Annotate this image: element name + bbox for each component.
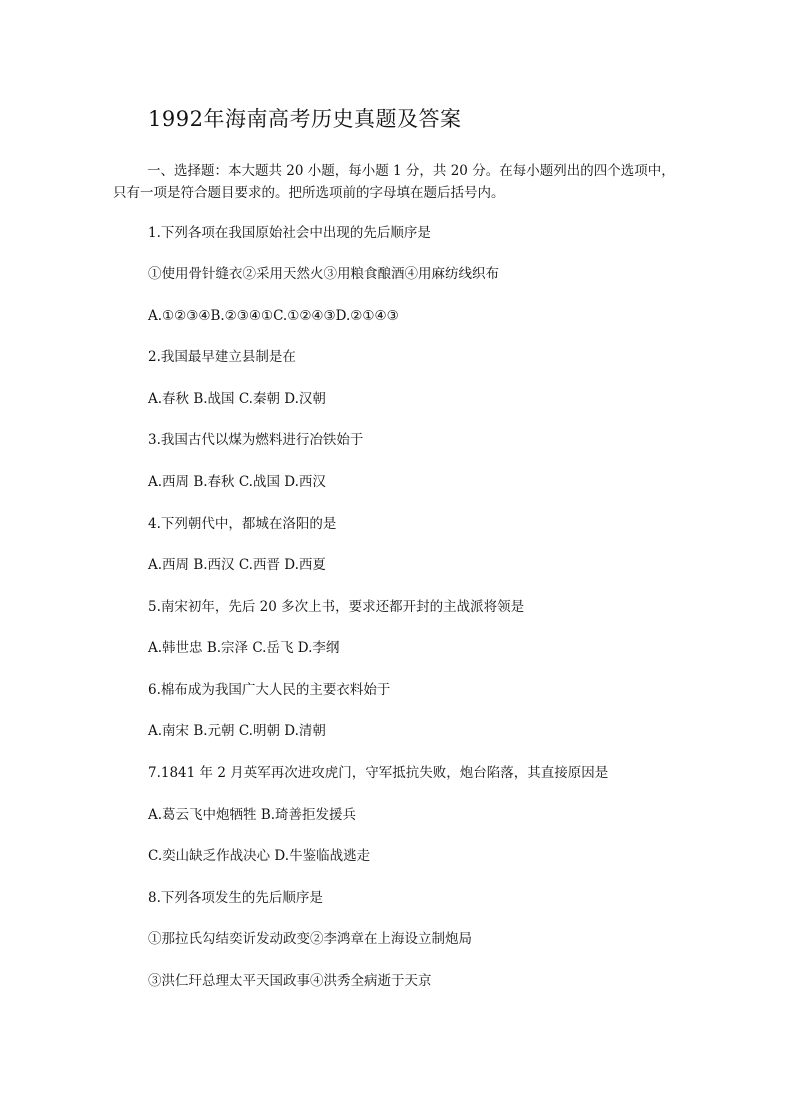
document-title: 1992年海南高考历史真题及答案 [148, 107, 462, 131]
q7-options-ab: A.葛云飞中炮牺牲 B.琦善拒发援兵 [148, 807, 357, 823]
q1-stem: 1.下列各项在我国原始社会中出现的先后顺序是 [148, 225, 431, 241]
q2-stem: 2.我国最早建立县制是在 [148, 349, 296, 365]
q6-options: A.南宋 B.元朝 C.明朝 D.清朝 [148, 723, 326, 739]
q6-stem: 6.棉布成为我国广大人民的主要衣料始于 [148, 682, 391, 698]
q8-stem: 8.下列各项发生的先后顺序是 [148, 890, 323, 906]
q5-options: A.韩世忠 B.宗泽 C.岳飞 D.李纲 [148, 640, 340, 656]
q7-stem: 7.1841 年 2 月英军再次进攻虎门，守军抵抗失败，炮台陷落，其直接原因是 [148, 765, 609, 781]
q5-stem: 5.南宋初年，先后 20 多次上书，要求还都开封的主战派将领是 [148, 599, 525, 615]
q8-items-34: ③洪仁玕总理太平天国政事④洪秀全病逝于天京 [148, 973, 432, 989]
section-intro [113, 160, 713, 204]
q3-stem: 3.我国古代以煤为燃料进行冶铁始于 [148, 432, 364, 448]
q1-options: A.①②③④B.②③④①C.①②④③D.②①④③ [148, 308, 399, 324]
q8-items-12: ①那拉氏勾结奕䜣发动政变②李鸿章在上海设立制炮局 [148, 931, 472, 947]
intro-line-1: 一、选择题：本大题共 20 小题，每小题 1 分，共 20 分。在每小题列出的四个选项中， [147, 163, 675, 179]
q4-options: A.西周 B.西汉 C.西晋 D.西夏 [148, 557, 326, 573]
q1-items: ①使用骨针缝衣②采用天然火③用粮食酿酒④用麻纺线织布 [148, 266, 499, 282]
q7-options-cd: C.奕山缺乏作战决心 D.牛鉴临战逃走 [148, 848, 371, 864]
q2-options: A.春秋 B.战国 C.秦朝 D.汉朝 [148, 391, 326, 407]
intro-line-2: 只有一项是符合题目要求的。把所选项前的字母填在题后括号内。 [113, 185, 505, 201]
q3-options: A.西周 B.春秋 C.战国 D.西汉 [148, 474, 326, 490]
q4-stem: 4.下列朝代中，都城在洛阳的是 [148, 516, 337, 532]
